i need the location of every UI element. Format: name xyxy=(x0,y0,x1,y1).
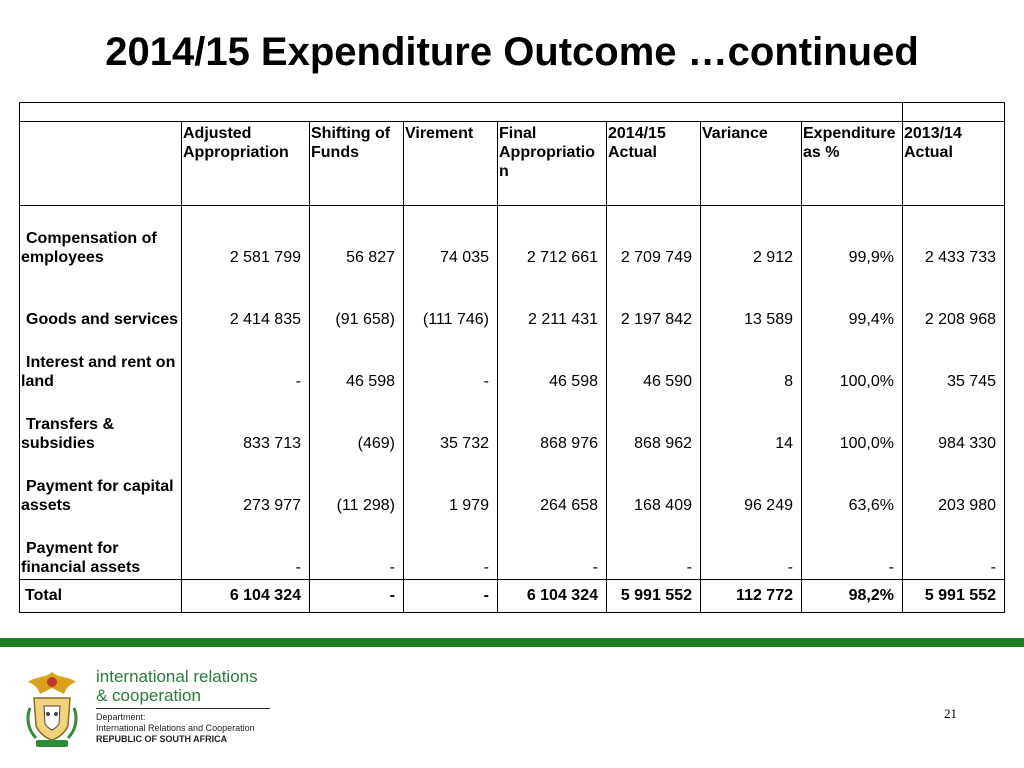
department-label: Department: xyxy=(96,712,146,722)
table-cell: 56 827 xyxy=(310,206,404,270)
total-cell: 6 104 324 xyxy=(498,580,607,613)
table-cell: 46 590 xyxy=(607,331,701,393)
table-cell: 46 598 xyxy=(310,331,404,393)
table-cell: 99,9% xyxy=(802,206,903,270)
table-cell: 63,6% xyxy=(802,455,903,517)
column-header: Final Appropriatio n xyxy=(498,122,607,206)
page-number: 21 xyxy=(944,706,957,721)
table-cell: - xyxy=(701,517,802,580)
table-cell: 868 976 xyxy=(498,393,607,455)
row-label: Interest and rent on land xyxy=(20,331,182,393)
total-cell: - xyxy=(404,580,498,613)
total-label: Total xyxy=(20,580,182,613)
column-header: Shifting of Funds xyxy=(310,122,404,206)
row-label: Payment for financial assets xyxy=(20,517,182,580)
table-cell: 2 433 733 xyxy=(903,206,1005,270)
table-cell: (11 298) xyxy=(310,455,404,517)
table-cell: 35 745 xyxy=(903,331,1005,393)
table-cell: (469) xyxy=(310,393,404,455)
table-cell: (111 746) xyxy=(404,269,498,331)
table-cell: 264 658 xyxy=(498,455,607,517)
table-cell: 8 xyxy=(701,331,802,393)
table-cell: - xyxy=(802,517,903,580)
total-cell: 98,2% xyxy=(802,580,903,613)
table-cell: 168 409 xyxy=(607,455,701,517)
total-cell: 112 772 xyxy=(701,580,802,613)
table-cell: 2 581 799 xyxy=(182,206,310,270)
column-header: 2014/15 Actual xyxy=(607,122,701,206)
row-label: Goods and services xyxy=(20,269,182,331)
table-cell: 99,4% xyxy=(802,269,903,331)
total-cell: 6 104 324 xyxy=(182,580,310,613)
table-cell: - xyxy=(182,331,310,393)
table-cell: 74 035 xyxy=(404,206,498,270)
table-cell: 2 414 835 xyxy=(182,269,310,331)
table-cell: 100,0% xyxy=(802,393,903,455)
table-cell: 2 709 749 xyxy=(607,206,701,270)
table-row xyxy=(20,269,1005,331)
column-header: Variance xyxy=(701,122,802,206)
table-cell: 273 977 xyxy=(182,455,310,517)
table-cell: 984 330 xyxy=(903,393,1005,455)
column-header: Virement xyxy=(404,122,498,206)
table-cell: 46 598 xyxy=(498,331,607,393)
table-cell: - xyxy=(182,517,310,580)
table-cell: 13 589 xyxy=(701,269,802,331)
coat-of-arms-icon xyxy=(24,668,80,750)
table-cell: 14 xyxy=(701,393,802,455)
row-label: Transfers & subsidies xyxy=(20,393,182,455)
department-name: International Relations and Cooperation xyxy=(96,723,255,733)
table-cell: 868 962 xyxy=(607,393,701,455)
table-top-row xyxy=(20,103,1005,122)
table-cell: 35 732 xyxy=(404,393,498,455)
table-cell: 203 980 xyxy=(903,455,1005,517)
total-cell: 5 991 552 xyxy=(903,580,1005,613)
table-row xyxy=(20,331,1005,393)
total-row xyxy=(20,580,1005,613)
table-cell: - xyxy=(903,517,1005,580)
total-cell: 5 991 552 xyxy=(607,580,701,613)
expenditure-table xyxy=(19,102,1005,613)
table-cell: 2 208 968 xyxy=(903,269,1005,331)
column-header: Expenditure as % xyxy=(802,122,903,206)
column-header xyxy=(20,122,182,206)
table-cell: 100,0% xyxy=(802,331,903,393)
footer-divider-bar xyxy=(0,638,1024,647)
table-cell: - xyxy=(607,517,701,580)
row-label: Compensation of employees xyxy=(20,206,182,270)
brand-divider xyxy=(96,708,270,709)
table-cell: 1 979 xyxy=(404,455,498,517)
table-row xyxy=(20,206,1005,270)
table-cell: - xyxy=(404,517,498,580)
table-cell: 96 249 xyxy=(701,455,802,517)
row-label: Payment for capital assets xyxy=(20,455,182,517)
brand-name-line1: international relations xyxy=(96,667,258,686)
table-row xyxy=(20,517,1005,580)
table-header-row xyxy=(20,122,1005,206)
country-name: REPUBLIC OF SOUTH AFRICA xyxy=(96,734,228,744)
brand-name-line2: & cooperation xyxy=(96,686,201,705)
table-cell: - xyxy=(310,517,404,580)
table-cell: - xyxy=(498,517,607,580)
table-cell: 2 211 431 xyxy=(498,269,607,331)
table-cell: 2 912 xyxy=(701,206,802,270)
table-cell: 2 197 842 xyxy=(607,269,701,331)
total-cell: - xyxy=(310,580,404,613)
column-header: 2013/14 Actual xyxy=(903,122,1005,206)
table-row xyxy=(20,393,1005,455)
table-cell: 833 713 xyxy=(182,393,310,455)
table-cell: (91 658) xyxy=(310,269,404,331)
table-cell: 2 712 661 xyxy=(498,206,607,270)
column-header: Adjusted Appropriation xyxy=(182,122,310,206)
slide-title: 2014/15 Expenditure Outcome …continued xyxy=(105,30,919,74)
table-row xyxy=(20,455,1005,517)
table-cell: - xyxy=(404,331,498,393)
